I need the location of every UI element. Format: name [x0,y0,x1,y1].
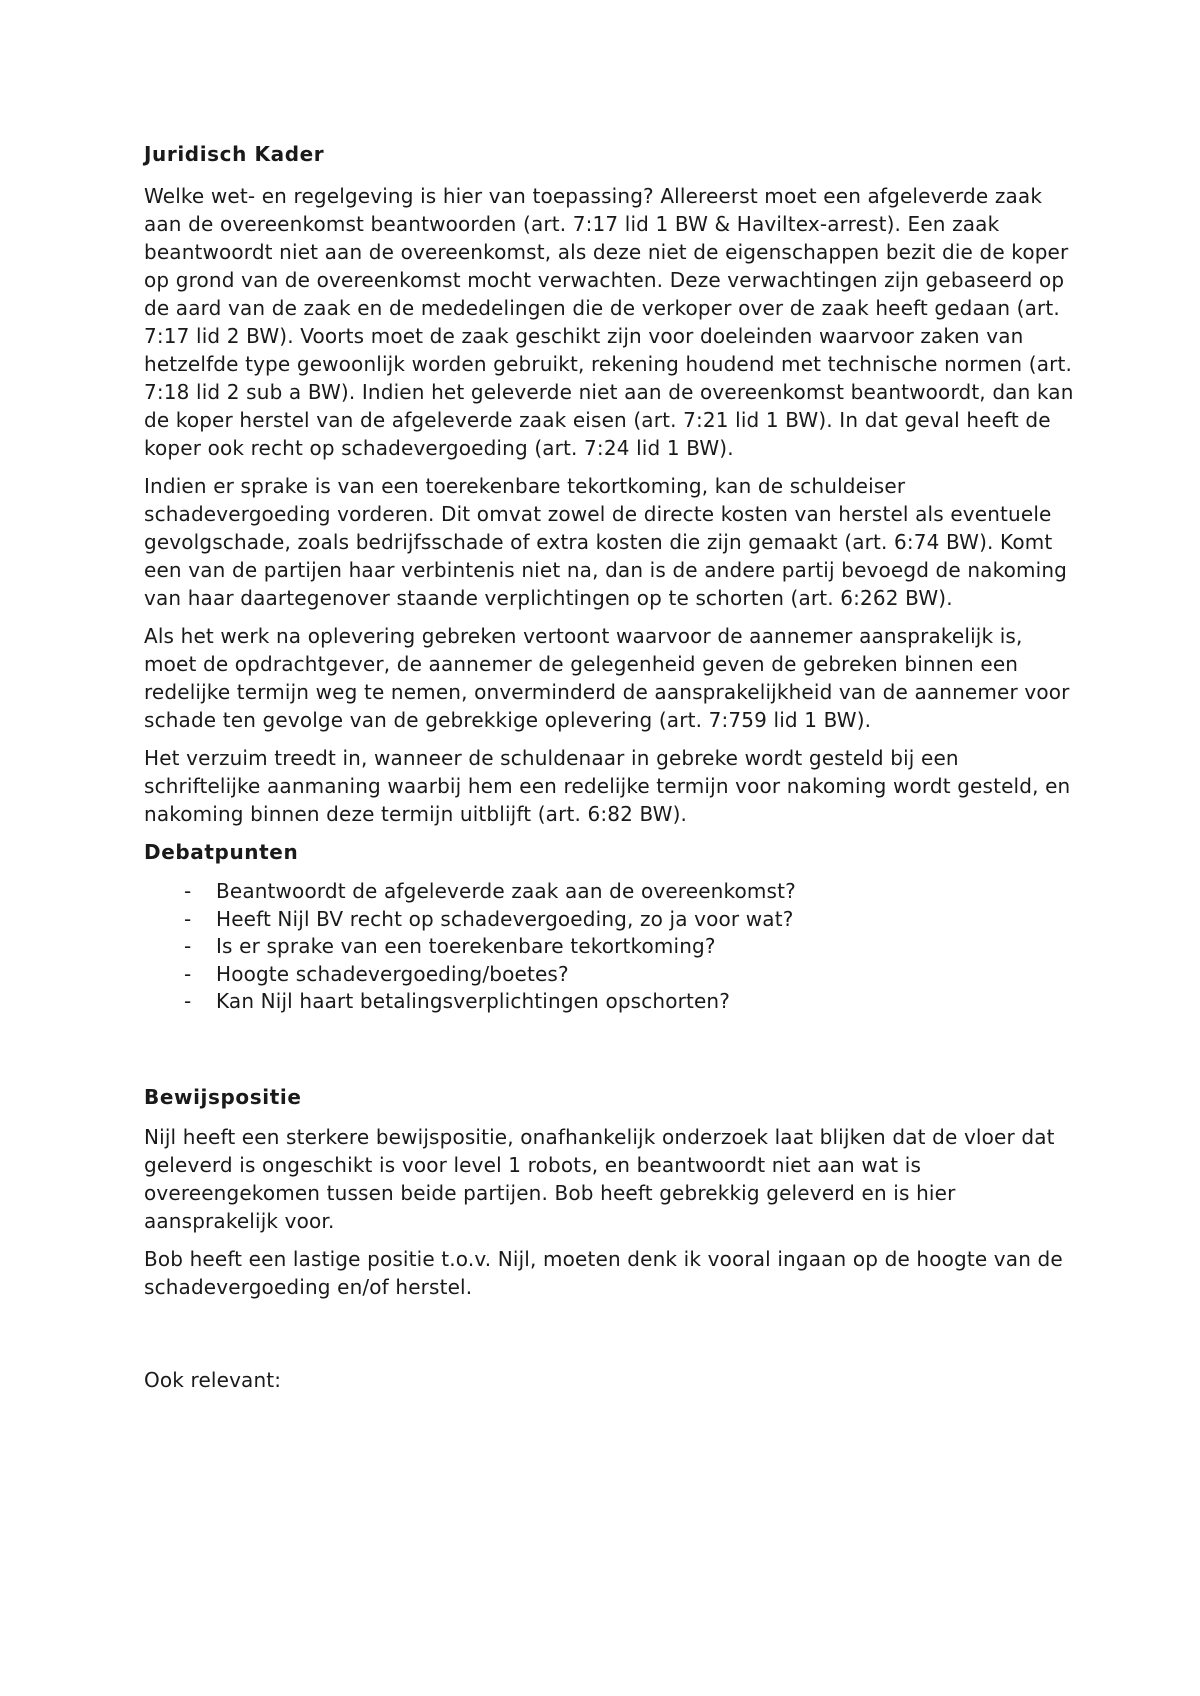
list-item [144,933,1074,961]
bullet-dash: - [184,879,192,903]
section-title-debatpunten: Debatpunten [144,840,299,864]
bullet-dash: - [184,961,192,986]
paragraph-bewijs-2: Bob heeft een lastige positie t.o.v. Nijl, moeten denk ik vooral ingaan op de hoogte van de schadevergoeding en/of herstel. [144,1246,1063,1299]
paragraph-juridisch-3: Als het werk na oplevering gebreken vertoont waarvoor de aannemer aansprakelijk is, moet de opdrachtgever, de aannemer de gelegenheid geven de gebreken binnen een redelijke termijn weg te nemen, onverminderd de aansprakelijkheid van de aannemer voor schade ten gevolge van de gebrekkige oplevering (art. 7:759 lid 1 BW). [144,624,1070,732]
bullet-dash: - [184,934,192,958]
bullet-dash: - [184,989,192,1013]
paragraph-bewijs-1: Nijl heeft een sterkere bewijspositie, onafhankelijk onderzoek laat blijken dat de vloer dat geleverd is ongeschikt is voor level 1 robots, en beantwoordt niet aan wat is overeengekomen tussen beide partijen. Bob heeft gebrekkig geleverd en is hier aansprakelijk voor. [144,1124,1055,1233]
list-item-text: Heeft Nijl BV recht op schadevergoeding, zo ja voor wat? [216,906,794,931]
list-item [144,878,1074,906]
ook-relevant-label: Ook relevant: [144,1367,282,1392]
list-item [144,961,1074,989]
bullet-dash: - [184,906,192,931]
paragraph-juridisch-4: Het verzuim treedt in, wanneer de schuldenaar in gebreke wordt gesteld bij een schriftelijke aanmaning waarbij hem een redelijke termijn voor nakoming wordt gesteld, en nakoming binnen deze termijn uitblijft (art. 6:82 BW). [144,746,1071,826]
debatpunten-list [144,878,1074,1016]
list-item [144,988,1074,1016]
paragraph-juridisch-2: Indien er sprake is van een toerekenbare tekortkoming, kan de schuldeiser schadevergoeding vorderen. Dit omvat zowel de directe kosten van herstel als eventuele gevolgschade, zoals bedrijfsschade of extra kosten die zijn gemaakt (art. 6:74 BW). Komt een van de partijen haar verbintenis niet na, dan is de andere partij bevoegd de nakoming van haar daartegenover staande verplichtingen op te schorten (art. 6:262 BW). [144,474,1068,610]
paragraph-juridisch-1: Welke wet- en regelgeving is hier van toepassing? Allereerst moet een afgeleverde zaak aan de overeenkomst beantwoorden (art. 7:17 lid 1 BW & Haviltex-arrest). Een zaak beantwoordt niet aan de overeenkomst, als deze niet de eigenschappen bezit die de koper op grond van de overeenkomst mocht verwachten. Deze verwachtingen zijn gebaseerd op de aard van de zaak en de mededelingen die de verkoper over de zaak heeft gedaan (art. 7:17 lid 2 BW). Voorts moet de zaak geschikt zijn voor doeleinden waarvoor zaken van hetzelfde type gewoonlijk worden gebruikt, rekening houdend met technische normen (art. 7:18 lid 2 sub a BW). Indien het geleverde niet aan de overeenkomst beantwoordt, dan kan de koper herstel van de afgeleverde zaak eisen (art. 7:21 lid 1 BW). In dat geval heeft de koper ook recht op schadevergoeding (art. 7:24 lid 1 BW). [144,184,1074,460]
list-item [144,906,1074,934]
section-title-bewijspositie: Bewijspositie [144,1084,302,1109]
list-item-text: Hoogte schadevergoeding/boetes? [216,961,569,986]
list-item-text: Beantwoordt de afgeleverde zaak aan de overeenkomst? [216,879,796,903]
document-page [144,140,1074,1394]
list-item-text: Kan Nijl haart betalingsverplichtingen opschorten? [216,989,731,1013]
section-title-juridisch-kader: Juridisch Kader [144,142,325,166]
list-item-text: Is er sprake van een toerekenbare tekortkoming? [216,934,716,958]
